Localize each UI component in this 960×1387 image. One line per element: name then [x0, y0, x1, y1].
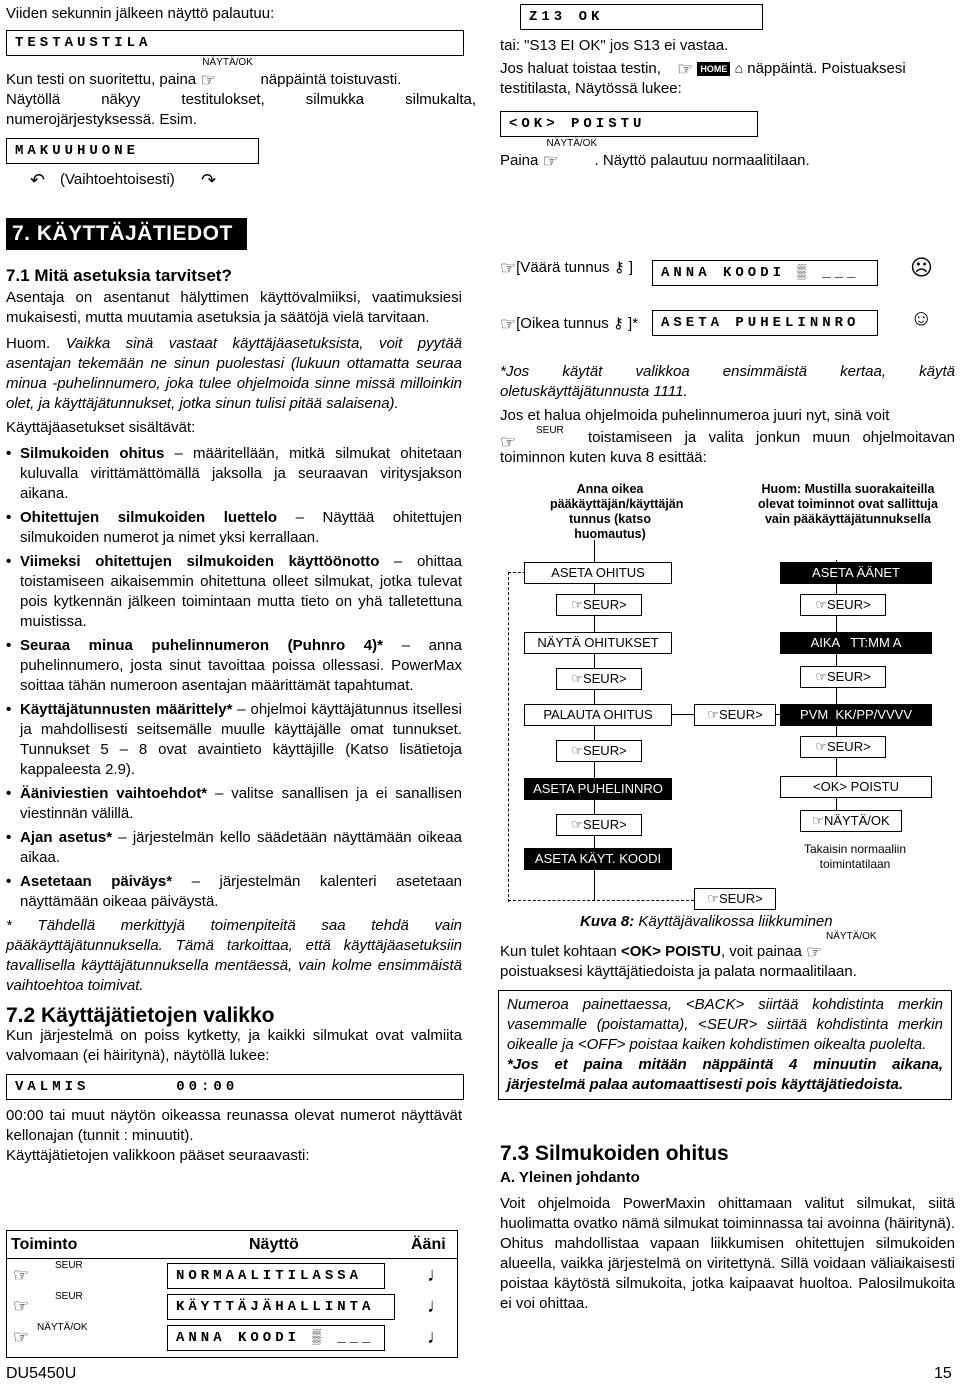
footer-doc-id: DU5450U: [6, 1365, 77, 1382]
list-item: • Asetetaan päiväys* – järjestelmän kalenteri asetetaan näyttämään oikeaa päiväystä.: [6, 872, 462, 912]
key-icon: ⚷: [612, 315, 624, 332]
table-row: SEUR ☞ NORMAALITILASSA ♩: [7, 1261, 457, 1291]
hand-key-icon: ☞: [806, 942, 823, 963]
flow-seur: ☞SEUR>: [800, 594, 886, 616]
footer-page-number: 15: [934, 1365, 952, 1382]
hand-key-icon: ☞: [812, 813, 824, 828]
p-7-3: Voit ohjelmoida PowerMaxin ohittamaan valitut silmukat, siitä huolimatta ovatko nämä silmukat toiminnassa tai avoinna (häiritynä). Ohitus mahdollistaa vapaan liikkumisen ohitettujen silmukoiden alueella, vaikka järjestelmä on viritettynä. Sillä voidaan väliaikaisesti poistaa käytöstä silmukoita, jotka kaipaavat huoltoa. Palosilmukoita ei voi ohittaa.: [500, 1195, 955, 1312]
p-7-1: Asentaja on asentanut hälyttimen käyttövalmiiksi, vaatimuksiesi mukaisesti, mutta muutamia asetuksia ja säätöjä vielä tarvitaan.: [6, 289, 462, 326]
top-left-block: [6, 4, 476, 190]
timeout-note: *Jos et paina mitään näppäintä 4 minuutin aikana, järjestelmä palaa automaattisesti pois käyttäjätiedoista.: [507, 1056, 943, 1093]
repeat-test-text: Jos haluat toistaa testin, ☞ HOME ⌂ näppäintä. Poistuaksesi testitilasta, Näytössä lukee:: [500, 59, 906, 97]
sad-face-icon: ☹: [910, 255, 933, 280]
p-7-2c: Käyttäjätietojen valikkoon pääset seuraavasti:: [6, 1147, 310, 1164]
hand-key-icon: ☞: [13, 1327, 30, 1347]
hand-key-icon: ☞: [500, 314, 517, 335]
hand-key-icon: ☞: [571, 671, 583, 686]
intro-text: Viiden sekunnin jälkeen näyttö palautuu:: [6, 5, 275, 22]
figure-right-note: Huom: Mustilla suorakaiteilla olevat toiminnot ovat sallittuja vain pääkäyttäjätunnuksella: [758, 482, 938, 526]
house-icon: ⌂: [734, 60, 744, 76]
lcd-testaustila: TESTAUSTILA: [6, 30, 464, 56]
flow-aika: AIKA TT:MM A: [780, 632, 932, 654]
hand-key-icon: ☞: [13, 1265, 30, 1285]
note-icon: ♩: [427, 1264, 447, 1286]
lcd-poistu: <OK> POISTU: [500, 111, 758, 137]
menu-table: [6, 1230, 458, 1358]
code-entry-block: [500, 255, 955, 358]
top-right-block: [500, 4, 955, 171]
first-time-note: *Jos käytät valikkoa ensimmäistä kertaa, käytä oletuskäyttäjätunnusta 1111.: [500, 363, 955, 400]
flow-aseta-ohitus: ASETA OHITUS: [524, 562, 672, 584]
hand-key-icon: ☞: [542, 151, 559, 172]
hand-key-icon: ☞: [677, 59, 694, 80]
table-header-naytto: Näyttö: [249, 1236, 299, 1253]
table-header-toiminto: Toiminto: [11, 1236, 78, 1253]
left-column: [6, 266, 462, 1166]
list-item: • Silmukoiden ohitus – määritellään, mitkä silmukat ohitetaan kuluvalla virittämättömällä jaksolla ja seuraavan viritysjakson aikana.: [6, 444, 462, 504]
hand-key-icon: ☞: [571, 743, 583, 758]
figure-8: [500, 480, 955, 910]
section-7-3: [500, 1144, 955, 1314]
figure-caption: Kuva 8: Käyttäjävalikossa liikkuminen: [580, 913, 833, 930]
hand-key-icon: ☞: [571, 597, 583, 612]
settings-list: [6, 444, 462, 912]
flow-aseta-puhelinnro: ASETA PUHELINNRO: [524, 778, 672, 800]
rotate-left-icon: ↶: [30, 170, 46, 190]
heading-7-3: 7.3 Silmukoiden ohitus: [500, 1142, 729, 1165]
flow-seur: ☞SEUR>: [800, 666, 886, 688]
list-item: • Viimeksi ohitettujen silmukoiden käyttöönotto – ohittaa toistamiseen aikaisemmin ohitettuna olleet silmukat, jotka tulevat pois kytkennän jälkeen toimintaan mutta tieto on yhä talletettuna muistissa.: [6, 552, 462, 632]
star-note: * Tähdellä merkittyjä toimenpiteitä saa tehdä vain pääkäyttäjätunnuksella. Tämä tarkoittaa, että käyttäjäasetuksiin tavallisella käyttäjätunnuksella mentäessä, vain kolme ensimmäistä vaihtoehtoa toimivat.: [6, 917, 462, 994]
flow-aseta-kayt-koodi: ASETA KÄYT. KOODI: [524, 848, 672, 870]
hand-key-icon: ☞: [707, 707, 719, 722]
results-text: Näytöllä näkyy testitulokset, silmukka silmukalta, numerojärjestyksessä. Esim.: [6, 91, 476, 128]
heading-7-2: 7.2 Käyttäjätietojen valikko: [6, 1004, 275, 1027]
nayta-ok-key: NÄYTÄ/OK ☞: [542, 138, 598, 172]
heading-7-1: 7.1 Mitä asetuksia tarvitset?: [6, 266, 232, 285]
hand-key-icon: ☞: [815, 739, 827, 754]
p-7-2: Kun järjestelmä on poiss kytketty, ja kaikki silmukat ovat valmiita valvomaan (ei häiritynä), näytöllä lukee:: [6, 1027, 462, 1064]
paina-row: Paina NÄYTÄ/OK ☞ . Näyttö palautuu normaalitilaan.: [500, 138, 810, 172]
list-item: • Ohitettujen silmukoiden luettelo – Näyttää ohitettujen silmukoiden numerot ja nimet yksi kerrallaan.: [6, 508, 462, 548]
heading-A: A. Yleinen johdanto: [500, 1169, 640, 1186]
flow-seur: ☞SEUR>: [556, 594, 642, 616]
hand-key-icon: ☞: [500, 432, 517, 452]
home-key-icon: HOME: [697, 62, 730, 76]
flow-ok-poistu: <OK> POISTU: [780, 776, 932, 798]
list-item: • Seuraa minua puhelinnumeron (Puhnro 4)* – anna puhelinnumero, josta sinut tavoittaa poissa ollessasi. PowerMax soittaa tähän numeroon asentajan määrittämät tapahtumat.: [6, 636, 462, 696]
flow-pvm: PVM KK/PP/VVVV: [780, 704, 932, 726]
lcd-z13: Z13 OK: [520, 4, 763, 30]
nayta-ok-key: NÄYTÄ/OK ☞: [200, 57, 253, 91]
flow-aseta-aanet: ASETA ÄÄNET: [780, 562, 932, 584]
test-repeat-text: Kun testi on suoritettu, paina NÄYTÄ/OK ☞ näppäintä toistuvasti.: [6, 57, 402, 91]
flow-seur-mid: ☞SEUR>: [694, 704, 776, 726]
contains-label: Käyttäjäasetukset sisältävät:: [6, 419, 196, 436]
table-header-aani: Ääni: [411, 1236, 446, 1253]
flow-seur: ☞SEUR>: [556, 668, 642, 690]
hand-key-icon: ☞: [571, 817, 583, 832]
cursor-note: Numeroa painettaessa, <BACK> siirtää kohdistinta merkin vasemmalle (poistamatta), <SEUR> siirtää kohdistinta merkin oikealle ja <OFF> poistaa kaiken kohdistimen oikealta puolelta.: [507, 996, 943, 1053]
right-text-block: [500, 362, 955, 468]
figure-left-note: Anna oikea pääkäyttäjän/käyttäjän tunnus (katso huomautus): [550, 482, 684, 541]
table-row: SEUR ☞ KÄYTTÄJÄHALLINTA ♩: [7, 1292, 457, 1322]
flow-back-normal: Takaisin normaaliin toimintatilaan: [803, 842, 907, 871]
flow-palauta-ohitus: PALAUTA OHITUS: [524, 704, 672, 726]
flow-nayta-ohitukset: NÄYTÄ OHITUKSET: [524, 632, 672, 654]
list-item: • Ääniviestien vaihtoehdot* – valitse sanallisen ja ei sanallisen viestinnän välillä.: [6, 784, 462, 824]
hand-key-icon: ☞: [13, 1296, 30, 1316]
flow-seur: ☞SEUR>: [800, 736, 886, 758]
smile-face-icon: ☺: [910, 305, 933, 330]
hand-key-icon: ☞: [815, 669, 827, 684]
lcd-right: ASETA PUHELINNRO: [652, 310, 878, 336]
hand-key-icon: ☞: [500, 258, 517, 279]
list-item: • Käyttäjätunnusten määrittely* – ohjelmoi käyttäjätunnus itsellesi ja mahdollisesti seitsemälle muulle käyttäjälle omat tunnukset. Tunnukset 5 – 8 ovat avaintieto käyttäjille (Katso lisätietoja kappaleesta 2.9).: [6, 700, 462, 780]
flow-seur-bottom: ☞SEUR>: [694, 888, 776, 910]
flow-nayta-ok: ☞NÄYTÄ/OK: [800, 810, 902, 832]
flow-seur: ☞SEUR>: [556, 740, 642, 762]
alternate-row: ↶ (Vaihtoehtoisesti) ↷: [30, 170, 217, 190]
flow-seur: ☞SEUR>: [556, 814, 642, 836]
tai-line: tai: "S13 EI OK" jos S13 ei vastaa.: [500, 37, 729, 54]
right-code-row: ☞[Oikea tunnus ⚷ ]*: [500, 314, 639, 335]
lcd-wrong: ANNA KOODI ▒ ___: [652, 260, 878, 286]
section-title: 7. KÄYTTÄJÄTIEDOT: [6, 218, 247, 250]
skip-phone-text: Jos et halua ohjelmoida puhelinnumeroa juuri nyt, sinä voit SEUR ☞ toistamiseen ja valita jonkun muun ohjelmoitavan toiminnon kuten kuva 8 esittää:: [500, 407, 955, 466]
hand-key-icon: ☞: [815, 597, 827, 612]
key-icon: ⚷: [613, 259, 625, 276]
lcd-valmis: VALMIS 00:00: [6, 1074, 464, 1100]
table-row: NÄYTÄ/OK ☞ ANNA KOODI ▒ ___ ♩: [7, 1323, 457, 1353]
rotate-right-icon: ↷: [201, 170, 217, 190]
p-7-2b: 00:00 tai muut näytön oikeassa reunassa olevat numerot näyttävät kellonajan (tunnit : minuutit).: [6, 1107, 462, 1144]
poistu-text: Kun tulet kohtaan <OK> POISTU, voit painaa NÄYTÄ/OK ☞ poistuaksesi käyttäjätiedoista ja palata normaalitilaan.: [500, 931, 877, 980]
lcd-makuuhuone: MAKUUHUONE: [6, 138, 259, 164]
nayta-ok-key: NÄYTÄ/OK ☞: [806, 931, 877, 963]
list-item: • Ajan asetus* – järjestelmän kello säädetään näyttämään oikeaa aikaa.: [6, 828, 462, 868]
wrong-code-row: ☞[Väärä tunnus ⚷ ]: [500, 258, 634, 279]
hand-key-icon: ☞: [200, 70, 217, 91]
note-icon: ♩: [427, 1326, 447, 1348]
note-icon: ♩: [427, 1295, 447, 1317]
hand-key-icon: ☞: [707, 891, 719, 906]
huom-note: Huom. Vaikka sinä vastaat käyttäjäasetuksista, voit pyytää asentajan tekemään ne sinun puolestasi (lukuun ottamatta seuraa minua -puhelinnumero, joka tulee ohjelmoida sinne missä milloinkin olet, ja käyttäjätunnukset, jotka sinun tulisi pitää salaisena).: [6, 335, 462, 412]
note-box: [498, 990, 952, 1100]
